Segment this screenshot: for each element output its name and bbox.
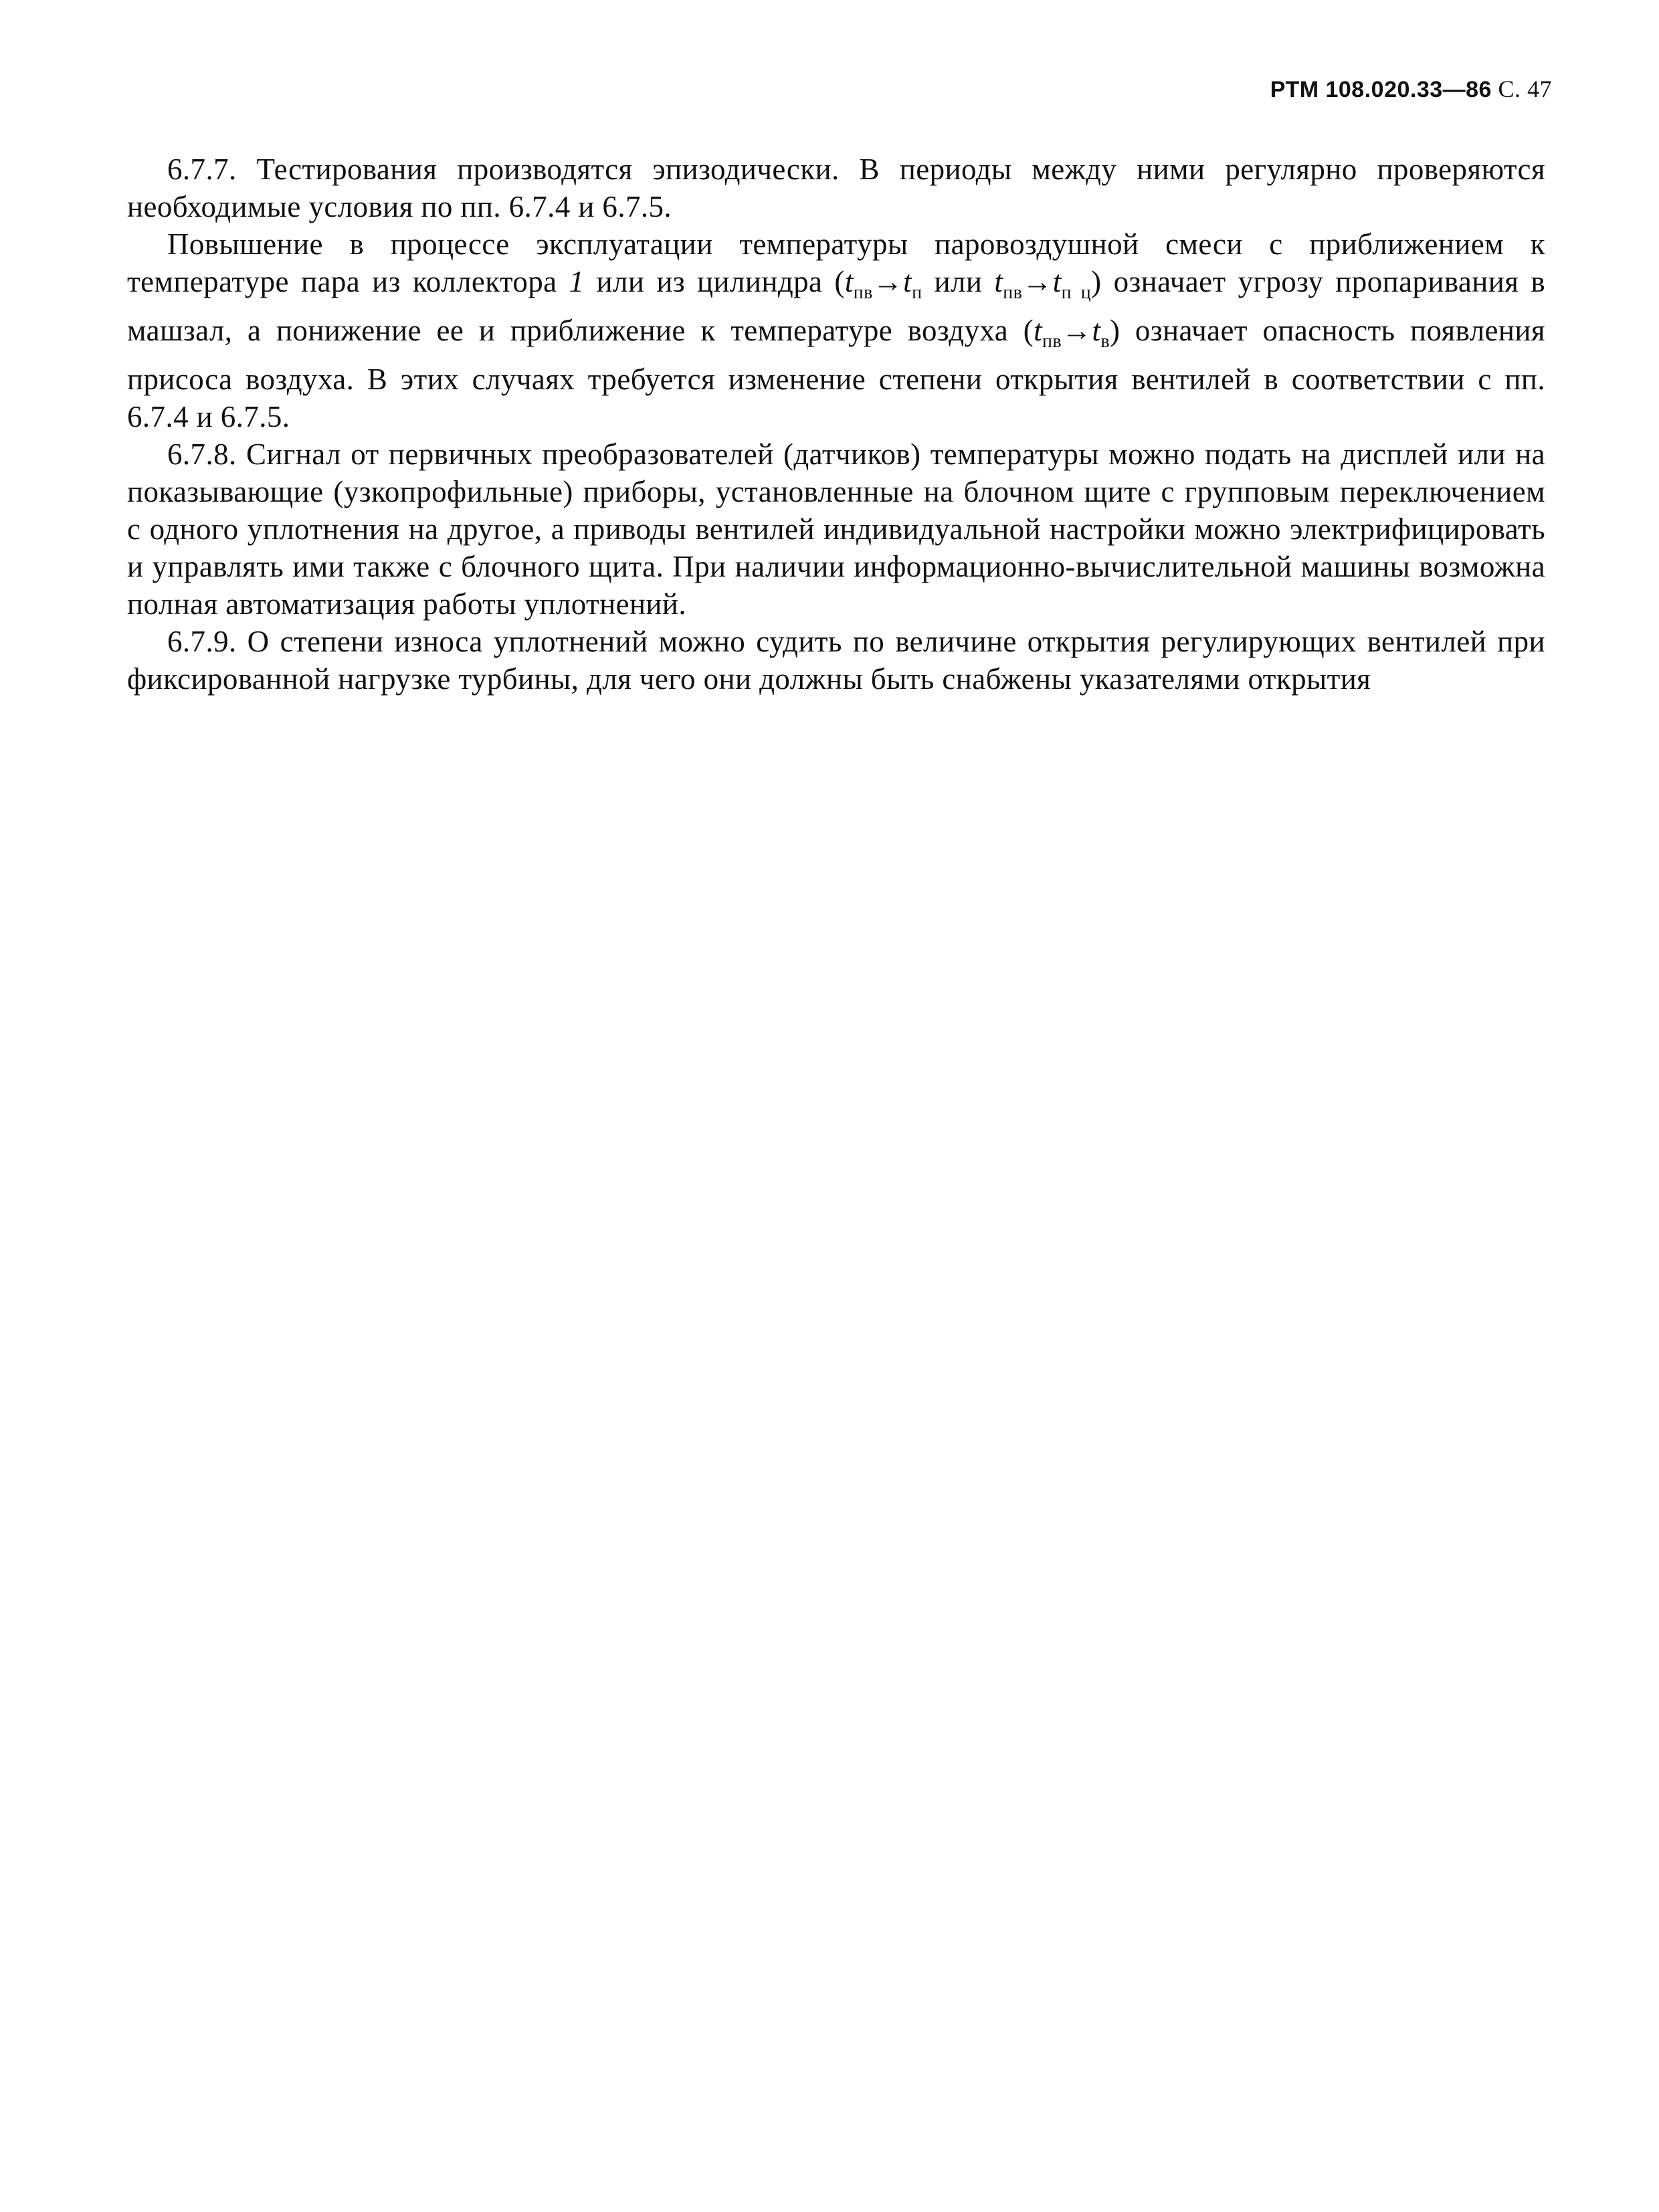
document-code: РТМ 108.020.33—86 (1270, 77, 1492, 102)
paragraph-6-7-7: 6.7.7. Тестирования производятся эпизодически. В периоды между ними регулярно проверяются необходимые условия по пп. 6.7.4 и 6.7.5. (127, 153, 1545, 223)
collector-number: 1 (569, 265, 585, 298)
formula-t-pv-to-t-v: $t_{пв}\to t_в$ (1034, 314, 1110, 352)
paragraph-6-7-9: 6.7.9. О степени износа уплотнений можно судить по величине открытия регулирующих вентилей при фиксированной нагрузке турбины, для чего они должны быть снабжены указателями открытия (127, 625, 1545, 696)
page-header (1270, 75, 1552, 103)
paragraph-text: или из цилиндра ( (584, 265, 845, 298)
paragraph-text: ) означает угрозу пропаривания в машзал, а понижение ее и приближение к температуре воздуха ( (127, 265, 1546, 347)
paragraph-temperature (127, 225, 1545, 435)
page-number: С. 47 (1498, 76, 1552, 102)
paragraph-text: Повышение в процессе эксплуатации температуры паровоздушной смеси с приближением к температуре пара из коллектора (127, 227, 1545, 298)
formula-t-pv-to-t-p: $t_{пв}\to t_п$ (844, 265, 922, 303)
paragraph-6-7-8: 6.7.8. Сигнал от первичных преобразователей (датчиков) температуры можно подать на дисплей или на показывающие (узкопрофильные) приборы, установленные на блочном щите с групповым переключением с одного уплотнения на другое, а приводы вентилей индивидуальной настройки можно электрифицировать и управлять ими также с блочного щита. При наличии информационно-вычислительной машины возможна полная автоматизация работы уплотнений. (127, 437, 1545, 621)
paragraph-text: ) означает опасность появления присоса воздуха. В этих случаях требуется изменение степени открытия вентилей в соответствии с пп. 6.7.4 и 6.7.5. (127, 314, 1545, 433)
paragraph-text: или (922, 265, 995, 298)
document-body (127, 150, 1545, 698)
formula-t-pv-to-t-pc: $t_{пв}\to t_{п ц}$ (994, 265, 1092, 303)
